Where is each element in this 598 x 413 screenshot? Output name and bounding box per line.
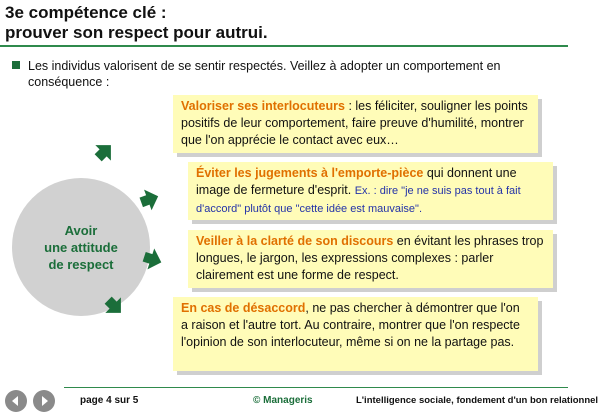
page-indicator: page 4 sur 5 [80, 395, 139, 406]
intro-paragraph [12, 58, 552, 90]
center-label: Avoir une attitude de respect [44, 222, 118, 272]
advice-text: en évitant les phrases trop longues, le jargon, les expressions complexes : parler clairement est une forme de respect. [196, 234, 544, 282]
title-divider [0, 45, 568, 47]
arrow-right-icon [83, 137, 119, 173]
arrow-right-circle-icon [38, 395, 50, 407]
advice-highlight: Veiller à la clarté de son discours [196, 234, 394, 248]
title-line-2: prouver son respect pour autrui. [5, 23, 268, 42]
title-line-1: 3e compétence clé : [5, 3, 167, 22]
advice-example: Ex. : dire "je ne suis pas tout à fait d'accord" plutôt que "cette idée est mauvaise". [196, 185, 521, 215]
advice-text: qui donnent une image de fermeture d'esprit. [196, 166, 517, 197]
page-title [5, 3, 268, 43]
advice-box-1 [173, 95, 538, 153]
arrow-right-icon [130, 240, 166, 276]
arrow-right-icon [93, 285, 129, 321]
advice-highlight: Éviter les jugements à l'emporte-pièce [196, 166, 424, 180]
intro-text: Les individus valorisent de se sentir respectés. Veillez à adopter un comportement en conséquence : [28, 59, 501, 89]
brand-label: © Manageris [253, 395, 313, 406]
course-tagline: L'intelligence sociale, fondement d'un bon relationnel [356, 395, 598, 406]
next-page-button[interactable] [33, 390, 55, 412]
arrow-right-icon [127, 183, 163, 219]
advice-highlight: En cas de désaccord [181, 301, 306, 315]
footer-divider [64, 387, 568, 388]
advice-box-2 [188, 162, 553, 220]
square-bullet-icon [12, 61, 20, 69]
advice-box-3 [188, 230, 553, 288]
previous-page-button[interactable] [5, 390, 27, 412]
advice-text: : les féliciter, souligner les points positifs de leur comportement, faire preuve d'humilité, montrer que l'on apprécie le contact avec eux… [181, 99, 528, 147]
advice-highlight: Valoriser ses interlocuteurs [181, 99, 345, 113]
advice-text: , ne pas chercher à démontrer que l'on a raison et l'autre tort. Au contraire, montrer que l'on respecte l'opinion de son interlocuteur, même si on ne la partage pas. [181, 301, 520, 349]
arrow-left-circle-icon [10, 395, 22, 407]
advice-box-4 [173, 297, 538, 371]
